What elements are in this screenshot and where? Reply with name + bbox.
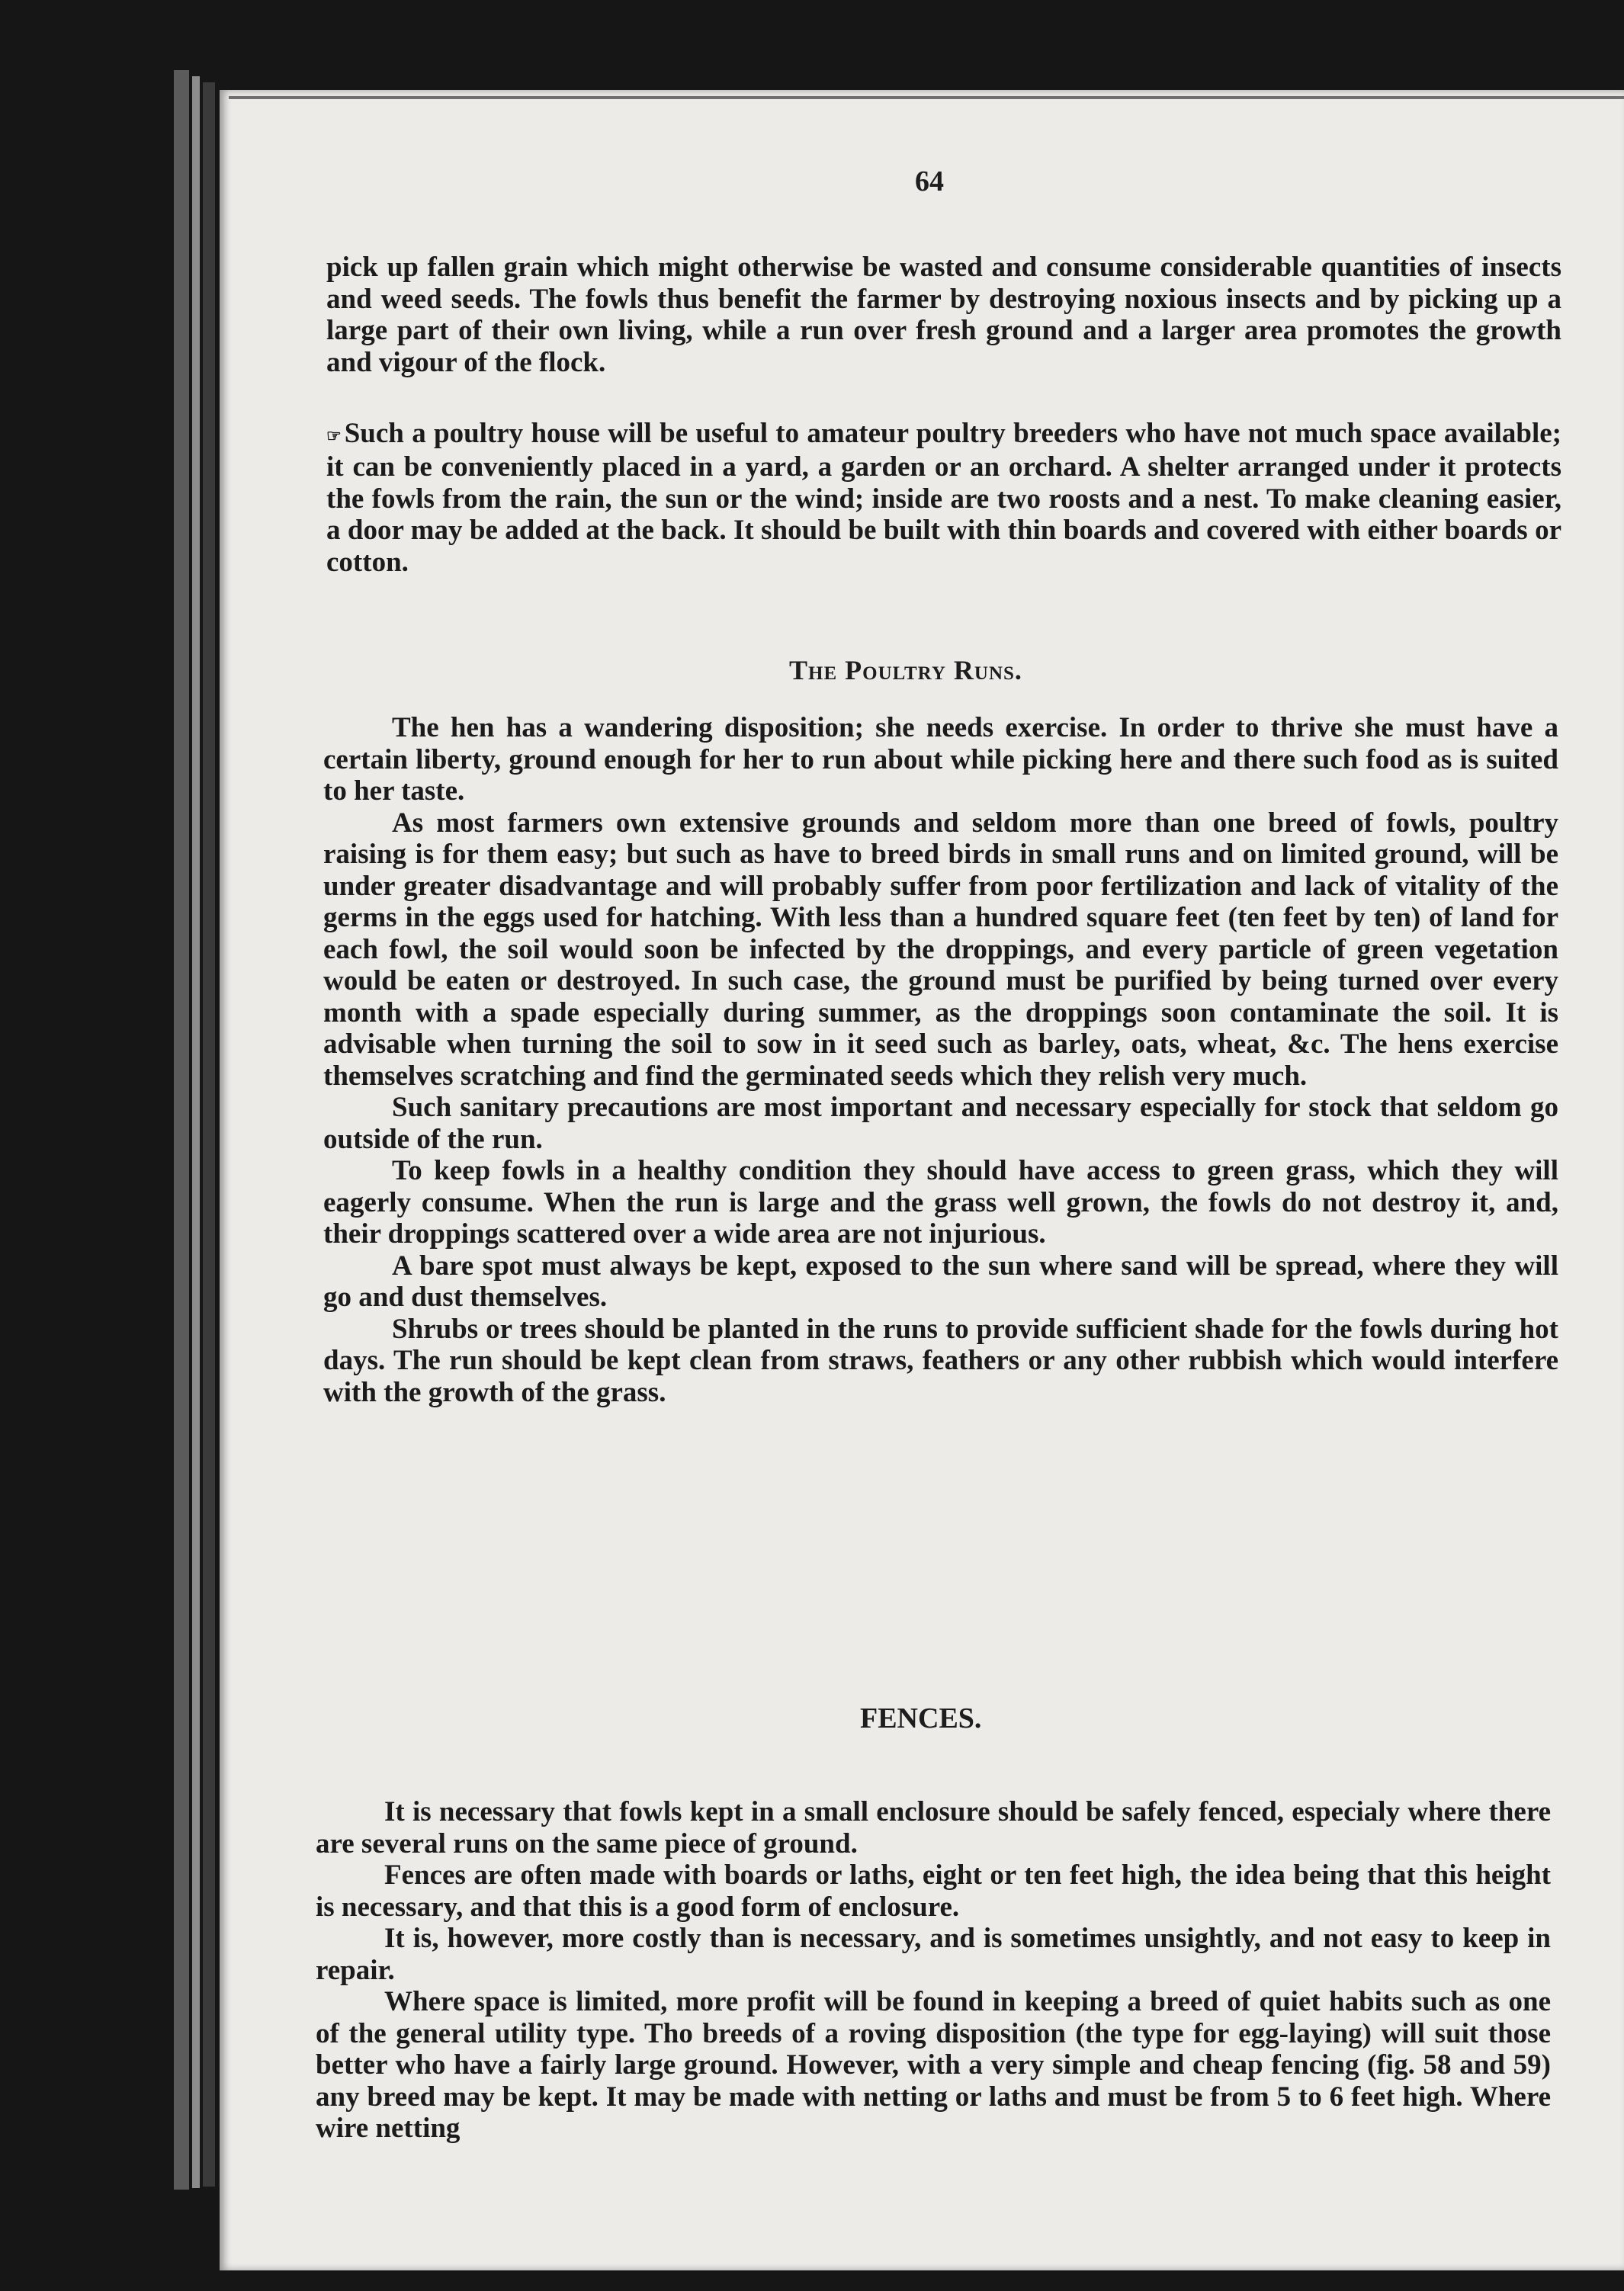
heading-poultry-runs: The Poultry Runs.: [789, 655, 1022, 685]
paragraph-green-grass: To keep fowls in a healthy condition they should have access to green grass, which they will eagerly consume. When the run is large and the grass well grown, the fowls do not destroy it, and, their droppings scattered over a wide area are not injurious.: [323, 1155, 1558, 1250]
paragraph-bare-spot: A bare spot must always be kept, exposed to the sun where sand will be spread, where they will go and dust themselves.: [323, 1250, 1558, 1313]
book-binding-edge-dark: [203, 82, 215, 2187]
page-number: 64: [915, 165, 944, 197]
text-block-top: [326, 252, 1561, 378]
paragraph-grain: pick up fallen grain which might otherwise be wasted and consume considerable quantities of insects and weed seeds. The fowls thus benefit the farmer by destroying noxious insects and by picking up a large part of their own living, while a run over fresh ground and a larger area promotes the growth and vigour of the flock.: [326, 252, 1561, 378]
heading-fences: FENCES.: [860, 1702, 982, 1734]
text-block-runs: [323, 712, 1558, 1408]
paragraph-fenced: It is necessary that fowls kept in a small enclosure should be safely fenced, especialy where there are several runs on the same piece of ground.: [316, 1796, 1551, 1859]
paragraph-hen-wandering: The hen has a wandering disposition; she needs exercise. In order to thrive she must have a certain liberty, ground enough for her to run about while picking here and there such food as is suited to her taste.: [323, 712, 1558, 807]
paragraph-boards-laths: Fences are often made with boards or laths, eight or ten feet high, the idea being that this height is necessary, and that this is a good form of enclosure.: [316, 1859, 1551, 1923]
paragraph-farmers-grounds: As most farmers own extensive grounds and seldom more than one breed of fowls, poultry raising is for them easy; but such as have to breed birds in small runs and on limited ground, will be under greater disadvantage and will probably suffer from poor fertilization and lack of vitality of the germs in the eggs used for hatching. With less than a hundred square feet (ten feet by ten) of land for each fowl, the soil would soon be infected by the droppings, and every particle of green vegetation would be eaten or destroyed. In such case, the ground must be purified by being turned over every month with a spade especially during summer, as the droppings soon contaminate the soil. It is advisable when turning the soil to sow in it seed such as barley, oats, wheat, &c. The hens exercise themselves scratching and find the germinated seeds which they relish very much.: [323, 807, 1558, 1092]
paragraph-space-limited: Where space is limited, more profit will be found in keeping a breed of quiet habits such as one of the general utility type. Tho breeds of a roving disposition (the type for egg-laying) will suit those better who have a fairly large ground. However, with a very simple and cheap fencing (fig. 58 and 59) any breed may be kept. It may be made with netting or laths and must be from 5 to 6 feet high. Where wire netting: [316, 1986, 1551, 2144]
paragraph-poultry-house: ☞ Such a poultry house will be useful to amateur poultry breeders who have not much space available; it can be conveniently placed in a yard, a garden or an orchard. A shelter arranged under it protects the fowls from the rain, the sun or the wind; inside are two roosts and a nest. To make cleaning easier, a door may be added at the back. It should be built with thin boards and covered with either boards or cotton.: [326, 418, 1561, 578]
text-block-fences: [316, 1796, 1551, 2145]
paragraph-costly: It is, however, more costly than is necessary, and is sometimes unsightly, and not easy to keep in repair.: [316, 1923, 1551, 1986]
paragraph-sanitary: Such sanitary precautions are most important and necessary especially for stock that seldom go outside of the run.: [323, 1092, 1558, 1155]
book-binding-edge: [174, 70, 189, 2190]
text-block-poultry-house: [326, 418, 1561, 578]
page-top-rule: [229, 96, 1624, 99]
book-binding-edge-light: [192, 76, 200, 2188]
paragraph-shrubs: Shrubs or trees should be planted in the runs to provide sufficient shade for the fowls during hot days. The run should be kept clean from straws, feathers or any other rubbish which would interfere with the growth of the grass.: [323, 1313, 1558, 1408]
pointing-hand-mark: ☞: [326, 425, 342, 445]
